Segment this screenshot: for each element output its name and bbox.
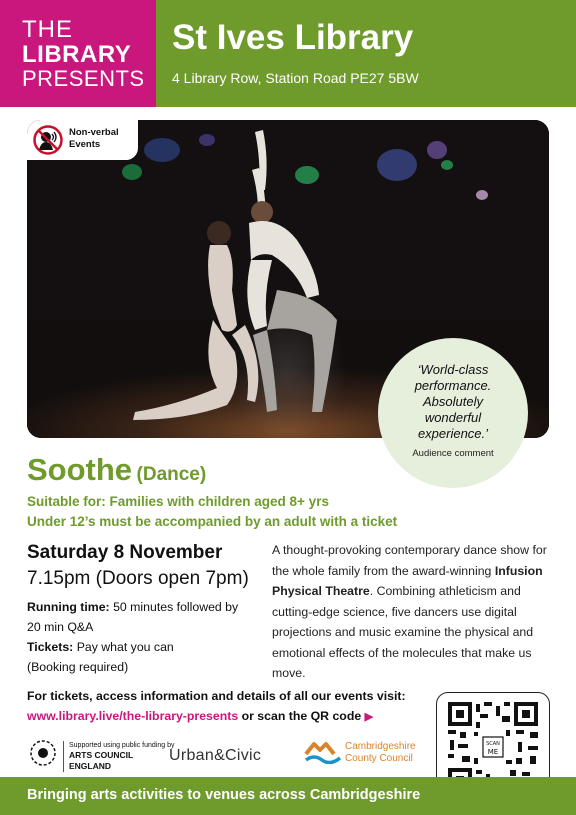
event-description	[272, 540, 552, 684]
event-name: Soothe	[27, 452, 133, 487]
quote-line5: experience.’	[417, 426, 489, 441]
suitability-text: Suitable for: Families with children aged 8+ yrs	[27, 494, 329, 509]
venue-address: 4 Library Row, Station Road PE27 5BW	[172, 70, 419, 86]
brand-line-the: THE	[22, 16, 73, 43]
tickets-value: Pay what you can	[76, 640, 174, 654]
description-text-end: . Combining athleticism and cutting-edge science, five dancers use digital projections and music examine the physical and emotional effects of the molecules that make us move.	[272, 584, 534, 680]
running-value: 50 minutes followed by	[113, 600, 239, 614]
ace-small: Supported using public funding by	[69, 742, 175, 749]
brand-block	[0, 0, 156, 107]
description-text: A thought-provoking contemporary dance show for the whole family from the award-winning	[272, 543, 547, 578]
badge-line1: Non-verbal	[69, 127, 119, 138]
booking-note: (Booking required)	[27, 660, 129, 674]
cambridgeshire-text	[345, 741, 416, 765]
quote-line2: performance.	[414, 378, 492, 393]
event-time: 7.15pm (Doors open 7pm)	[27, 568, 249, 589]
company-name: Infusion Physical Theatre	[272, 563, 543, 598]
website-link[interactable]: www.library.live/the-library-presents	[27, 709, 239, 723]
qr-label-me: ME	[487, 748, 499, 756]
tickets-label: Tickets:	[27, 640, 74, 654]
sponsor-logos	[27, 737, 427, 777]
quote-line1: ‘World-class	[417, 362, 489, 377]
arts-council-text	[63, 741, 174, 772]
audience-quote	[378, 338, 528, 488]
non-verbal-badge	[27, 120, 138, 160]
quote-line4: wonderful	[424, 410, 482, 425]
venue-header	[156, 0, 576, 107]
footer-bar	[0, 777, 576, 815]
arrow-right-icon: ▶	[364, 711, 374, 723]
cta-link-line	[27, 709, 373, 723]
cta-rest: or scan the QR code	[238, 709, 362, 723]
running-value-2: 20 min Q&A	[27, 620, 94, 634]
event-title	[27, 452, 206, 488]
ace-line1: ARTS COUNCIL	[69, 750, 134, 760]
qr-label-scan: SCAN	[486, 741, 500, 747]
footer-text: Bringing arts activities to venues across Cambridgeshire	[27, 787, 421, 803]
cambs-line1: Cambridgeshire	[345, 741, 416, 752]
quote-attribution: Audience comment	[412, 448, 494, 459]
brand-line-library: LIBRARY	[22, 41, 132, 68]
no-speaking-icon	[33, 125, 63, 155]
badge-line2: Events	[69, 139, 101, 150]
suitability-block	[27, 492, 397, 532]
quote-line3: Absolutely	[423, 394, 483, 409]
running-label: Running time:	[27, 600, 110, 614]
urban-civic-logo: Urban&Civic	[169, 747, 262, 764]
event-date: Saturday 8 November	[27, 542, 223, 563]
event-genre: (Dance)	[136, 464, 207, 485]
ace-line2: ENGLAND	[69, 761, 112, 771]
cta-text: For tickets, access information and details of all our events visit:	[27, 689, 406, 703]
cambs-line2: County Council	[345, 753, 413, 764]
cambridgeshire-logo-icon	[304, 740, 344, 764]
age-note: Under 12’s must be accompanied by an adult with a ticket	[27, 514, 398, 529]
venue-name: St Ives Library	[172, 18, 414, 57]
arts-council-logo-icon	[27, 737, 59, 769]
event-details	[27, 597, 267, 677]
brand-line-presents: PRESENTS	[22, 66, 145, 91]
